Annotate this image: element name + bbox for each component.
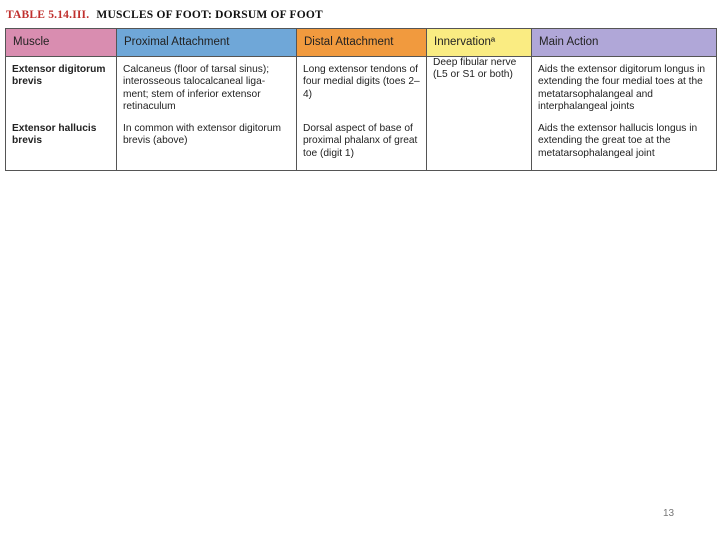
header-innervation: Innervationª (427, 29, 532, 57)
distal-attachment-cell: Long extensor tendons of four medial digits (toes 2–4) (297, 57, 427, 122)
distal-attachment-cell: Dorsal aspect of base of proximal phalanx of great toe (digit 1) (297, 121, 427, 171)
table-row (6, 121, 717, 171)
main-action-cell: Aids the extensor digitorum longus in extending the four medial toes at the metatarsophalangeal and interphalangeal joints (532, 57, 717, 122)
header-muscle: Muscle (6, 29, 117, 57)
main-action-cell: Aids the extensor hallucis longus in extending the great toe at the metatarsophalangeal joint (532, 121, 717, 171)
proximal-attachment-cell: Calcaneus (floor of tarsal sinus); interosseous talocalcaneal liga-ment; stem of inferior extensor retinaculum (117, 57, 297, 122)
innervation-cell: Deep fibular nerve (L5 or S1 or both) (427, 57, 532, 171)
table-name: MUSCLES OF FOOT: DORSUM OF FOOT (96, 9, 323, 21)
header-row (6, 29, 717, 57)
table-title (6, 9, 323, 21)
page-number: 13 (663, 508, 675, 519)
table-row (6, 57, 717, 122)
muscle-cell: Extensor digitorum brevis (6, 57, 117, 122)
muscle-cell: Extensor hallucis brevis (6, 121, 117, 171)
table-number: TABLE 5.14.III. (6, 9, 90, 21)
proximal-attachment-cell: In common with extensor digitorum brevis (above) (117, 121, 297, 171)
header-proximal-attachment: Proximal Attachment (117, 29, 297, 57)
muscle-table (5, 28, 717, 171)
header-main-action: Main Action (532, 29, 717, 57)
header-distal-attachment: Distal Attachment (297, 29, 427, 57)
